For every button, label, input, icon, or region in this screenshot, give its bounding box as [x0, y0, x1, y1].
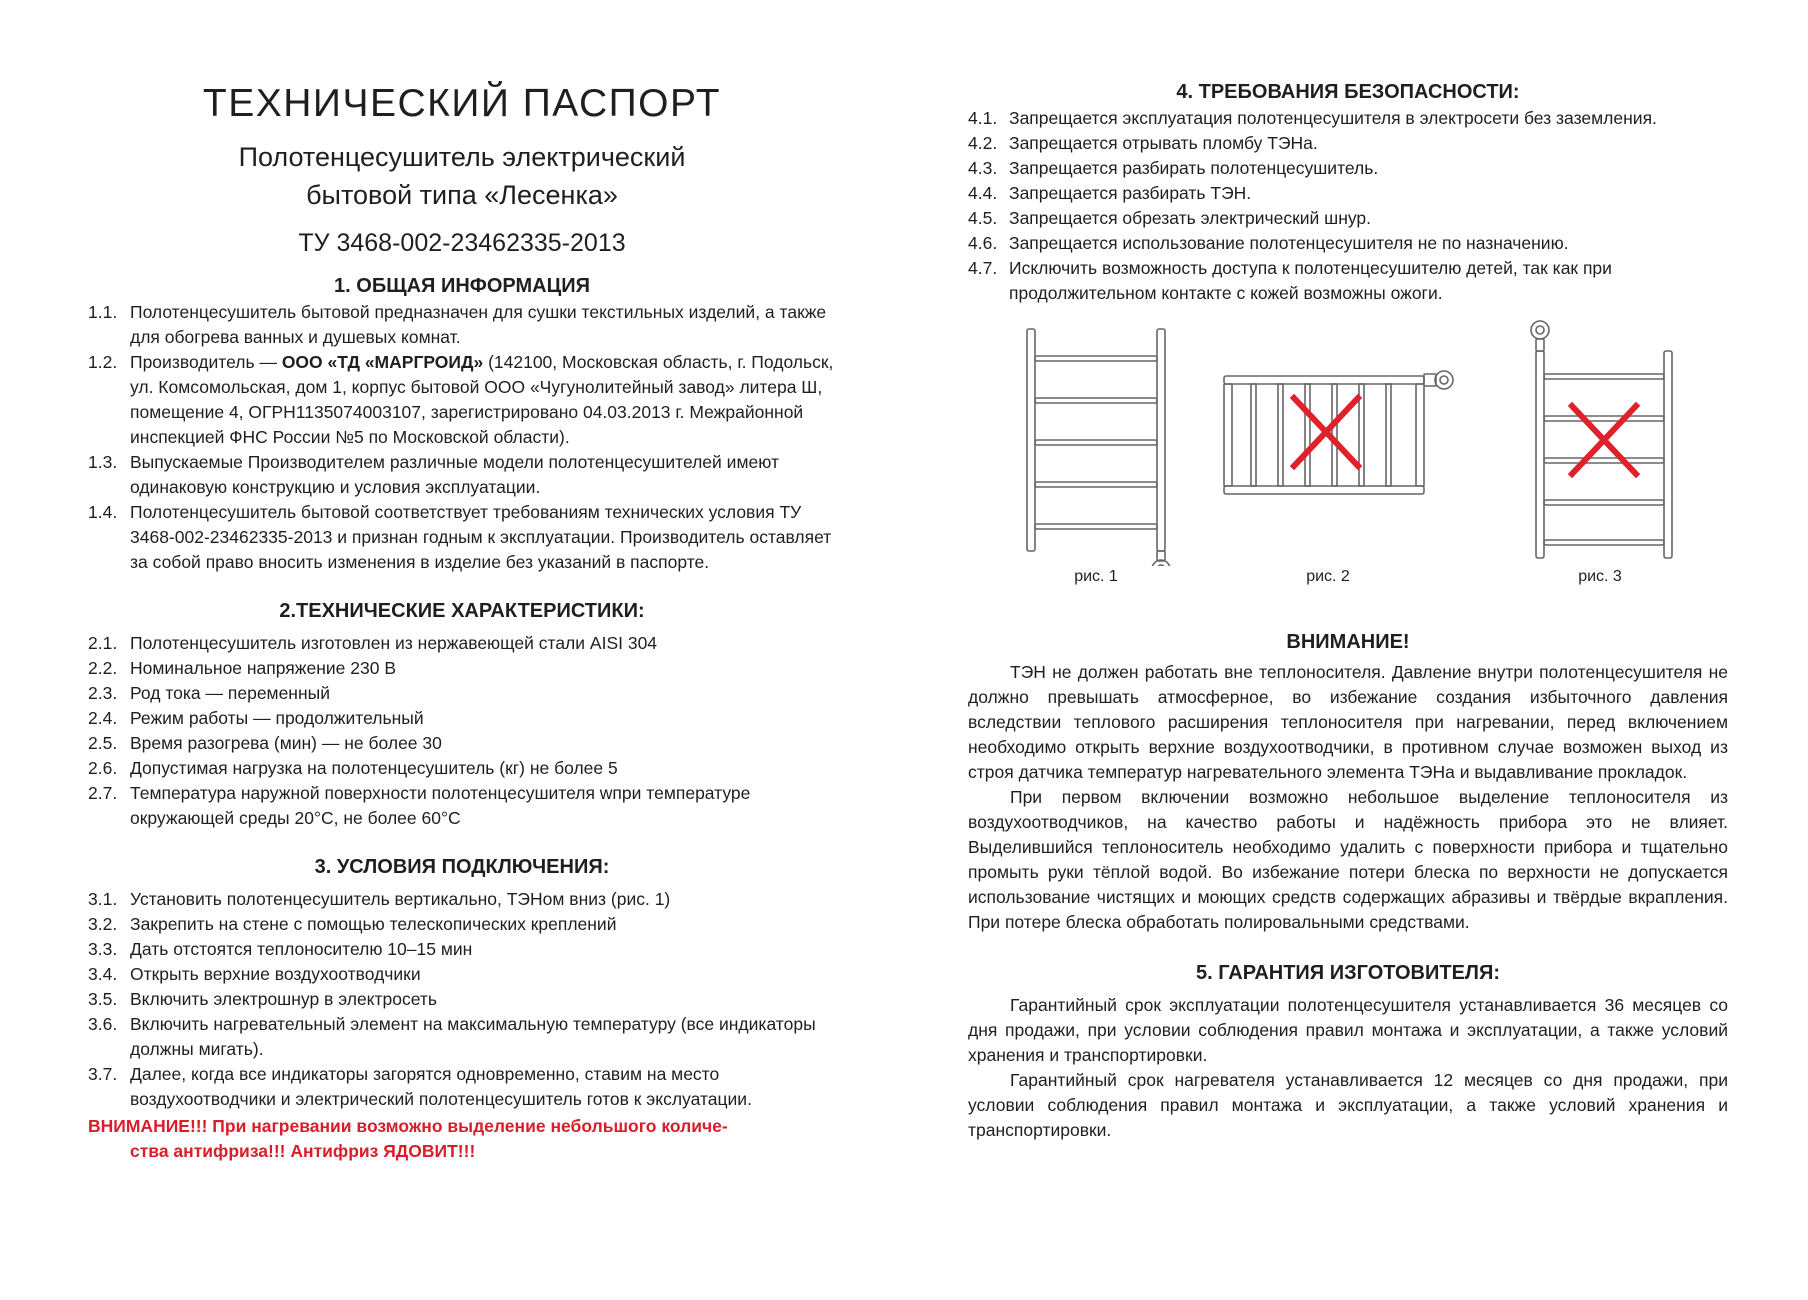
antifreeze-warning	[88, 1114, 836, 1164]
item-number: 4.4.	[968, 183, 998, 203]
warning-line2: ства антифриза!!! Антифриз ЯДОВИТ!!!	[130, 1141, 476, 1161]
document-title: ТЕХНИЧЕСКИЙ ПАСПОРТ	[202, 82, 722, 125]
list-item	[88, 450, 836, 500]
warning-line1: ВНИМАНИЕ!!! При нагревании возможно выделение небольшого количе-	[88, 1116, 728, 1136]
item-number: 1.3.	[88, 452, 118, 472]
item-text-after: (142100, Московская область, г. Подольск, ул. Комсомольская, дом 1, корпус бытовой ООО «Чугунолитейный завод» литера Ш, помещение 4, ОГРН1135074003107, зарегистрировано 04.03.2013 г. Межрайонной инспекцией ФНС России №5 по Московской области).	[130, 352, 834, 447]
list-item	[88, 781, 836, 831]
item-text: Запрещается эксплуатация полотенцесушителя в электросети без заземления.	[1009, 108, 1657, 128]
list-item	[88, 1062, 836, 1112]
item-number: 4.6.	[968, 233, 998, 253]
item-number: 4.2.	[968, 133, 998, 153]
item-number: 3.4.	[88, 964, 118, 984]
item-text: Температура наружной поверхности полотенцесушителя wпри температуре окружающей среды 20°С, не более 60°С	[130, 783, 751, 828]
figure-1-vertical-towel-rail	[1027, 329, 1170, 566]
item-text: Полотенцесушитель бытовой предназначен для сушки текстильных изделий, а также для обогрева ванных и душевых комнат.	[130, 302, 827, 347]
section-heading-general: 1. ОБЩАЯ ИНФОРМАЦИЯ	[334, 275, 590, 297]
list-item	[88, 937, 836, 962]
item-text	[130, 350, 836, 450]
item-text: Открыть верхние воздухоотводчики	[130, 964, 421, 984]
list-item	[968, 206, 1728, 231]
list-item	[88, 962, 836, 987]
item-text: Запрещается разбирать полотенцесушитель.	[1009, 158, 1379, 178]
left-column	[88, 0, 836, 1164]
item-number: 3.2.	[88, 914, 118, 934]
figure-3-caption: рис. 3	[1578, 568, 1622, 585]
section-heading-safety: 4. ТРЕБОВАНИЯ БЕЗОПАСНОСТИ:	[1176, 81, 1520, 103]
installation-figures	[968, 316, 1728, 616]
list-item	[968, 131, 1728, 156]
item-number: 4.1.	[968, 108, 998, 128]
attention-paragraph: При первом включении возможно небольшое выделение теплоносителя из воздухоотводчиков, на качество работы и надёжность прибора это не влияет. Выделившийся теплоноситель необходимо удалить с поверхности прибора и тщательно промыть руки тёплой водой. Во избежание потери блеска по верхности не допускается использование чистящих и моющих средств содержащих абразивы и твёрдые вкрапления. При потере блеска обработать полировальными средствами.	[968, 787, 1728, 932]
document-subtitle-line2: бытовой типа «Лесенка»	[306, 180, 618, 210]
list-item	[88, 987, 836, 1012]
list-item	[88, 681, 836, 706]
item-number: 2.1.	[88, 633, 118, 653]
item-number: 2.5.	[88, 733, 118, 753]
figures-drawing	[968, 316, 1728, 566]
item-text: Запрещается использование полотенцесушителя не по назначению.	[1009, 233, 1569, 253]
list-item	[968, 181, 1728, 206]
item-number: 4.5.	[968, 208, 998, 228]
warranty-paragraph: Гарантийный срок нагревателя устанавливается 12 месяцев со дня продажи, при условии соблюдения правил монтажа и эксплуатации, а также условий хранения и транспортировки.	[968, 1070, 1728, 1140]
item-text: Полотенцесушитель бытовой соответствует требованиям технических условия ТУ 3468-002-23462335-2013 и признан годным к эксплуатации. Производитель оставляет за собой право вносить изменения в изделие без указаний в паспорте.	[130, 502, 832, 572]
warranty-paragraph: Гарантийный срок эксплуатации полотенцесушителя устанавливается 36 месяцев со дня продажи, при условии соблюдения правил монтажа и эксплуатации, а также условий хранения и транспортировки.	[968, 995, 1728, 1065]
attention-paragraph: ТЭН не должен работать вне теплоносителя. Давление внутри полотенцесушителя не должно превышать атмосферное, во избежание создания избыточного давления вследствии теплового расширения теплоносителя при нагревании, перед включением необходимо открыть верхние воздухоотводчики, в противном случае возможен выход из строя датчика температур нагревательного элемента ТЭНа и выдавливание прокладок.	[968, 662, 1728, 782]
item-text: Полотенцесушитель изготовлен из нержавеющей стали AISI 304	[130, 633, 658, 653]
item-number: 4.3.	[968, 158, 998, 178]
figure-2-prohibited-cross	[1294, 398, 1358, 466]
item-text: Режим работы — продолжительный	[130, 708, 424, 728]
list-item	[88, 631, 836, 656]
item-number: 3.6.	[88, 1014, 118, 1034]
item-text: Дать отстоятся теплоносителю 10–15 мин	[130, 939, 473, 959]
list-item	[88, 500, 836, 575]
item-text: Установить полотенцесушитель вертикально, ТЭНом вниз (рис. 1)	[130, 889, 671, 909]
item-text: Далее, когда все индикаторы загорятся одновременно, ставим на место воздухоотводчики и электрический полотенцесушитель готов к экслуатации.	[130, 1064, 752, 1109]
item-number: 3.3.	[88, 939, 118, 959]
item-number: 2.3.	[88, 683, 118, 703]
attention-heading: ВНИМАНИЕ!	[1286, 631, 1410, 653]
item-text: Время разогрева (мин) — не более 30	[130, 733, 442, 753]
item-text: Род тока — переменный	[130, 683, 330, 703]
item-text: Выпускаемые Производителем различные модели полотенцесушителей имеют одинаковую конструкцию и условия эксплуатации.	[130, 452, 779, 497]
list-item	[88, 756, 836, 781]
item-number: 3.1.	[88, 889, 118, 909]
item-number: 1.4.	[88, 502, 118, 522]
item-number: 4.7.	[968, 258, 998, 278]
item-number: 1.2.	[88, 352, 118, 372]
item-text: Запрещается отрывать пломбу ТЭНа.	[1009, 133, 1318, 153]
figure-2-caption: рис. 2	[1306, 568, 1350, 585]
list-item	[88, 731, 836, 756]
list-item	[968, 231, 1728, 256]
item-number: 2.2.	[88, 658, 118, 678]
list-item	[88, 912, 836, 937]
item-text: Включить электрошнур в электросеть	[130, 989, 438, 1009]
item-number: 3.5.	[88, 989, 118, 1009]
list-item	[968, 106, 1728, 131]
list-item	[968, 156, 1728, 181]
item-number: 2.7.	[88, 783, 118, 803]
section-heading-warranty: 5. ГАРАНТИЯ ИЗГОТОВИТЕЛЯ:	[1195, 962, 1500, 984]
list-item	[88, 300, 836, 350]
item-text-before: Производитель —	[130, 352, 282, 372]
list-item	[88, 706, 836, 731]
list-item	[88, 1012, 836, 1062]
manufacturer-name: ООО «ТД «МАРГРОИД»	[281, 352, 484, 372]
right-column	[968, 0, 1728, 1143]
item-text: Запрещается обрезать электрический шнур.	[1009, 208, 1372, 228]
item-text: Номинальное напряжение 230 В	[130, 658, 396, 678]
list-item	[968, 256, 1728, 306]
document-tu-code: ТУ 3468-002-23462335-2013	[298, 229, 626, 257]
list-item	[88, 350, 836, 450]
item-text: Включить нагревательный элемент на максимальную температуру (все индикаторы должны мигать).	[130, 1014, 816, 1059]
document-subtitle-line1: Полотенцесушитель электрический	[238, 142, 686, 172]
item-text: Закрепить на стене с помощью телескопических креплений	[130, 914, 617, 934]
item-number: 1.1.	[88, 302, 118, 322]
figure-2-horizontal-towel-rail	[1224, 371, 1453, 494]
list-item	[88, 887, 836, 912]
item-text: Исключить возможность доступа к полотенцесушителю детей, так как при продолжительном контакте с кожей возможны ожоги.	[1009, 258, 1612, 303]
section-heading-specs: 2.ТЕХНИЧЕСКИЕ ХАРАКТЕРИСТИКИ:	[279, 600, 645, 622]
list-item	[88, 656, 836, 681]
item-number: 3.7.	[88, 1064, 118, 1084]
section-heading-connection: 3. УСЛОВИЯ ПОДКЛЮЧЕНИЯ:	[314, 856, 610, 878]
item-text: Допустимая нагрузка на полотенцесушитель (кг) не более 5	[130, 758, 618, 778]
item-number: 2.6.	[88, 758, 118, 778]
item-text: Запрещается разбирать ТЭН.	[1009, 183, 1252, 203]
item-number: 2.4.	[88, 708, 118, 728]
figure-1-caption: рис. 1	[1074, 568, 1118, 585]
